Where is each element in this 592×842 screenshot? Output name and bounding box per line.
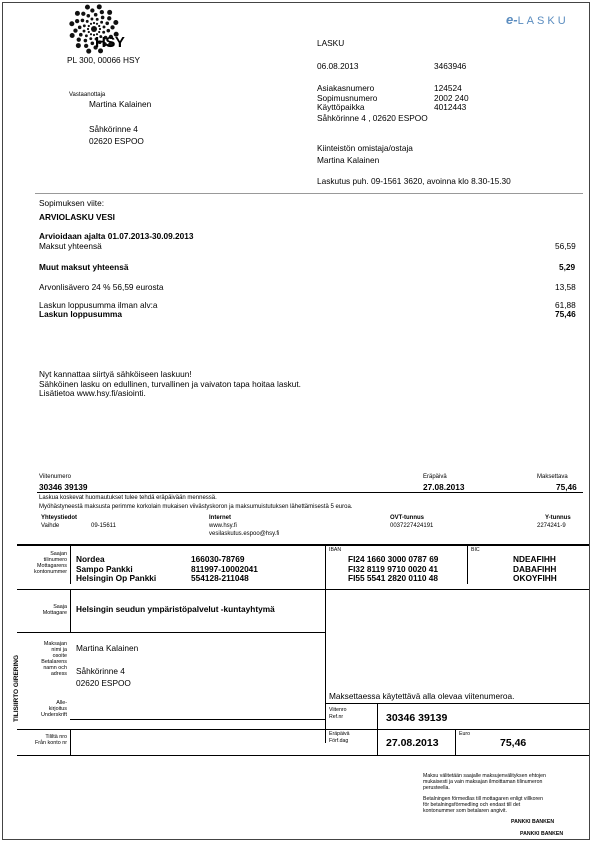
summary-amount-value: 75,46 (556, 482, 577, 492)
terms-sv-1: Betalningen förmedlas till mottagaren enligt villkoren (423, 796, 543, 802)
recipient-label: Vastaanottaja (69, 92, 106, 98)
contacts-label: Yhteystiedot (41, 515, 78, 521)
giro-refnum-divider (377, 703, 378, 755)
total-excl-vat-value: 61,88 (555, 300, 576, 310)
label-kontonummer: kontonummer (34, 569, 67, 575)
terms-fi-1: Maksu välitetään saajalle maksujenvälityksen ehtojen (423, 773, 546, 779)
recipient-street: Såhkörinne 4 (89, 124, 138, 134)
account-sampo: 811997-10002041 (191, 563, 258, 574)
label-adress: adress (50, 671, 67, 677)
giro-from-account-divider (70, 729, 71, 755)
payer-name: Martina Kalainen (76, 643, 139, 653)
label-betalarens: Betalarens (41, 659, 67, 665)
internet-label: Internet (209, 515, 232, 521)
label-kirjoitus: kirjoitus (48, 706, 67, 712)
bank-names (76, 555, 156, 584)
giro-recipient-bottom (17, 632, 325, 633)
summary-ref-label: Viitenumero (39, 474, 71, 480)
ovt-label: OVT-tunnus (390, 515, 424, 521)
payer-street: Såhkörinne 4 (76, 666, 125, 676)
ovt-value: 0037227424191 (390, 523, 434, 529)
account-nordea: 166030-78769 (191, 554, 245, 564)
recipient-city: 02620 ESPOO (89, 136, 144, 146)
account-op: 554128-211048 (191, 573, 249, 584)
euro-label: Euro (459, 731, 470, 737)
contract-number-value: 2002 240 (434, 92, 469, 103)
contract-ref-value: ARVIOLASKU VESI (39, 212, 115, 222)
label-tililta: Tililtä nro (45, 734, 67, 740)
e-invoice-promo (39, 370, 301, 399)
iban-op: FI55 5541 2820 0110 48 (348, 573, 438, 584)
label-saaja: Saaja (53, 604, 67, 610)
recipient-account-label (21, 551, 67, 575)
payer-city: 02620 ESPOO (76, 678, 131, 688)
invoice-title: LASKU (317, 38, 345, 48)
bank-op: Helsingin Op Pankki (76, 573, 157, 584)
bic-sampo: DABAFIHH (513, 563, 557, 574)
customer-number-label: Asiakasnumero (317, 83, 375, 93)
terms-sv-3: kontonummer som betalaren angivit. (423, 808, 507, 814)
usage-place-value: 4012443 (434, 102, 467, 113)
summary-ref-value: 30346 39139 (39, 482, 88, 492)
promo-line-1: Nyt kannattaa siirtyä sähköiseen laskuun! (39, 369, 192, 379)
iban-values (348, 555, 438, 584)
site-address: Såhkörinne 4 , 02620 ESPOO (317, 113, 428, 123)
bank-sampo: Sampo Pankki (76, 563, 133, 574)
internet-url: www.hsy.fi (209, 523, 237, 529)
terms-sv-2: för betalningsförmedling och endast till det (423, 802, 521, 808)
bic-values (513, 555, 557, 584)
billing-period: Arvioidaan ajalta 01.07.2013-30.09.2013 (39, 231, 194, 241)
contract-ref-label: Sopimuksen viite: (39, 198, 105, 208)
label-viitenro: Viitenro (329, 707, 347, 713)
giro-due-label (329, 731, 349, 745)
sender-address: PL 300, 00066 HSY (67, 55, 141, 65)
giro-recipient-name: Helsingin seudun ympäristöpalvelut -kuntayhtymä (76, 604, 275, 614)
other-fees-label: Muut maksut yhteensä (39, 262, 129, 272)
label-fran-konto: Från konto nr (34, 740, 67, 746)
giro-ref-label (329, 707, 347, 721)
recipient-name: Martina Kalainen (89, 99, 152, 109)
giro-col-divider (325, 544, 326, 743)
terms-fi-3: perusteella. (423, 785, 450, 791)
invoice-date: 06.08.2013 (317, 61, 359, 71)
owner-label: Kiinteistön omistaja/ostaja (317, 143, 413, 153)
iban-nordea: FI24 1660 3000 0787 69 (348, 554, 439, 564)
label-saajan: Saajan (50, 551, 67, 557)
giro-label-col-2 (70, 589, 71, 632)
giro-due-value: 27.08.2013 (386, 737, 439, 749)
summary-due-label: Eräpäivä (423, 474, 447, 480)
label-mottagarens: Mottagarens (37, 563, 67, 569)
bic-nordea: NDEAFIHH (513, 554, 556, 564)
owner-name: Martina Kalainen (317, 155, 380, 165)
payer-label (21, 641, 67, 677)
iban-sampo: FI32 8119 9710 0020 41 (348, 563, 438, 574)
giro-top-border (17, 544, 589, 546)
bank-footer-1: PANKKI BANKEN (511, 819, 555, 825)
usage-place-label: Käyttöpaikka (317, 102, 365, 113)
promo-line-2: Sähköinen lasku on edullinen, turvallinen ja vaivaton tapa hoitaa laskut. (39, 378, 301, 389)
invoice-number: 3463946 (434, 61, 467, 71)
vat-label: Arvonlisävero 24 % 56,59 eurosta (39, 282, 164, 292)
bank-footer-2: PANKKI BANKEN (520, 831, 564, 837)
complaint-note: Laskua koskevat huomautukset tulee tehdä eräpäivään mennessä. (39, 495, 217, 501)
label-nimi-ja: nimi ja (51, 647, 67, 653)
giro-ref-value: 30346 39139 (386, 712, 448, 724)
giro-euro-divider (455, 729, 456, 755)
billing-phone: Laskutus puh. 09-1561 3620, avoinna klo 8.30-15.30 (317, 176, 511, 186)
iban-label: IBAN (329, 547, 342, 553)
other-fees-value: 5,29 (559, 262, 576, 272)
vat-value: 13,58 (555, 282, 576, 292)
ytunnus-value: 2274241-9 (537, 523, 566, 529)
label-mottagare: Mottagare (42, 610, 67, 616)
bic-label: BIC (471, 547, 480, 553)
label-refnr: Ref.nr (329, 714, 344, 720)
label-maksajan: Maksajan (43, 641, 67, 647)
switchboard-value: 09-15611 (91, 523, 116, 529)
promo-line-3: Lisätietoa www.hsy.fi/asiointi. (39, 388, 146, 399)
internet-email: vesilaskutus.espoo@hsy.fi (209, 531, 280, 537)
elasku-e: e- (506, 12, 518, 27)
late-fee-note: Myöhästyneestä maksusta perimme korkolain mukaisen viivästyskoron ja maksumuistutuksen lähettämisestä 5 euroa. (39, 504, 353, 510)
giro-signature-line (70, 719, 325, 720)
recipient-box-label (21, 604, 67, 616)
signature-label (21, 700, 67, 718)
label-erapaiva: Eräpäivä (329, 731, 350, 737)
bic-op: OKOYFIHH (513, 573, 557, 584)
divider-top (35, 193, 583, 194)
fees-total-value: 56,59 (555, 241, 576, 251)
total-label: Laskun loppusumma (39, 309, 122, 319)
invoice-fields (317, 84, 377, 113)
terms-fi (423, 773, 546, 791)
label-underskrift: Underskrift (40, 712, 67, 718)
elasku-word: LASKU (517, 15, 569, 27)
total-value: 75,46 (555, 309, 576, 319)
summary-due-value: 27.08.2013 (423, 482, 465, 492)
bank-nordea: Nordea (76, 554, 105, 564)
label-alle: Alle- (56, 700, 67, 706)
label-osoite: osoite (52, 653, 67, 659)
summary-amount-label: Maksettava (537, 474, 568, 480)
giro-ref-top (325, 703, 589, 704)
customer-number-value: 124524 (434, 83, 462, 93)
ytunnus-label: Y-tunnus (545, 515, 571, 521)
giro-amount-value: 75,46 (500, 737, 527, 749)
giro-row-bottom (17, 755, 589, 756)
giro-row-1 (17, 589, 589, 590)
giro-side-label: TILISIIRTO GIRERING (13, 654, 20, 722)
from-account-label (21, 734, 67, 746)
terms-sv (423, 796, 543, 814)
ref-instruction: Maksettaessa käytettävä alla olevaa viitenumeroa. (329, 691, 515, 701)
terms-fi-2: mukaisesti ja vain maksajan ilmoittaman tilinumeron (423, 779, 543, 785)
giro-label-col (70, 544, 71, 584)
label-tilinumero: tilinumero (43, 557, 67, 563)
fees-total-label: Maksut yhteensä (39, 241, 102, 251)
bank-accounts (191, 555, 258, 584)
total-excl-vat-label: Laskun loppusumma ilman alv:a (39, 300, 158, 310)
divider-summary (37, 492, 583, 493)
giro-row-ref (17, 729, 589, 730)
invoice-field-values (434, 84, 469, 113)
label-forfdag: Förf.dag (329, 738, 349, 744)
label-namn-och: namn och (43, 665, 67, 671)
elasku-logo (506, 12, 569, 27)
contract-number-label: Sopimusnumero (317, 92, 378, 103)
invoice-page (2, 2, 590, 840)
logo-text: HSY (95, 34, 125, 51)
switchboard-label: Vaihde (41, 523, 60, 529)
giro-bic-divider (467, 544, 468, 584)
